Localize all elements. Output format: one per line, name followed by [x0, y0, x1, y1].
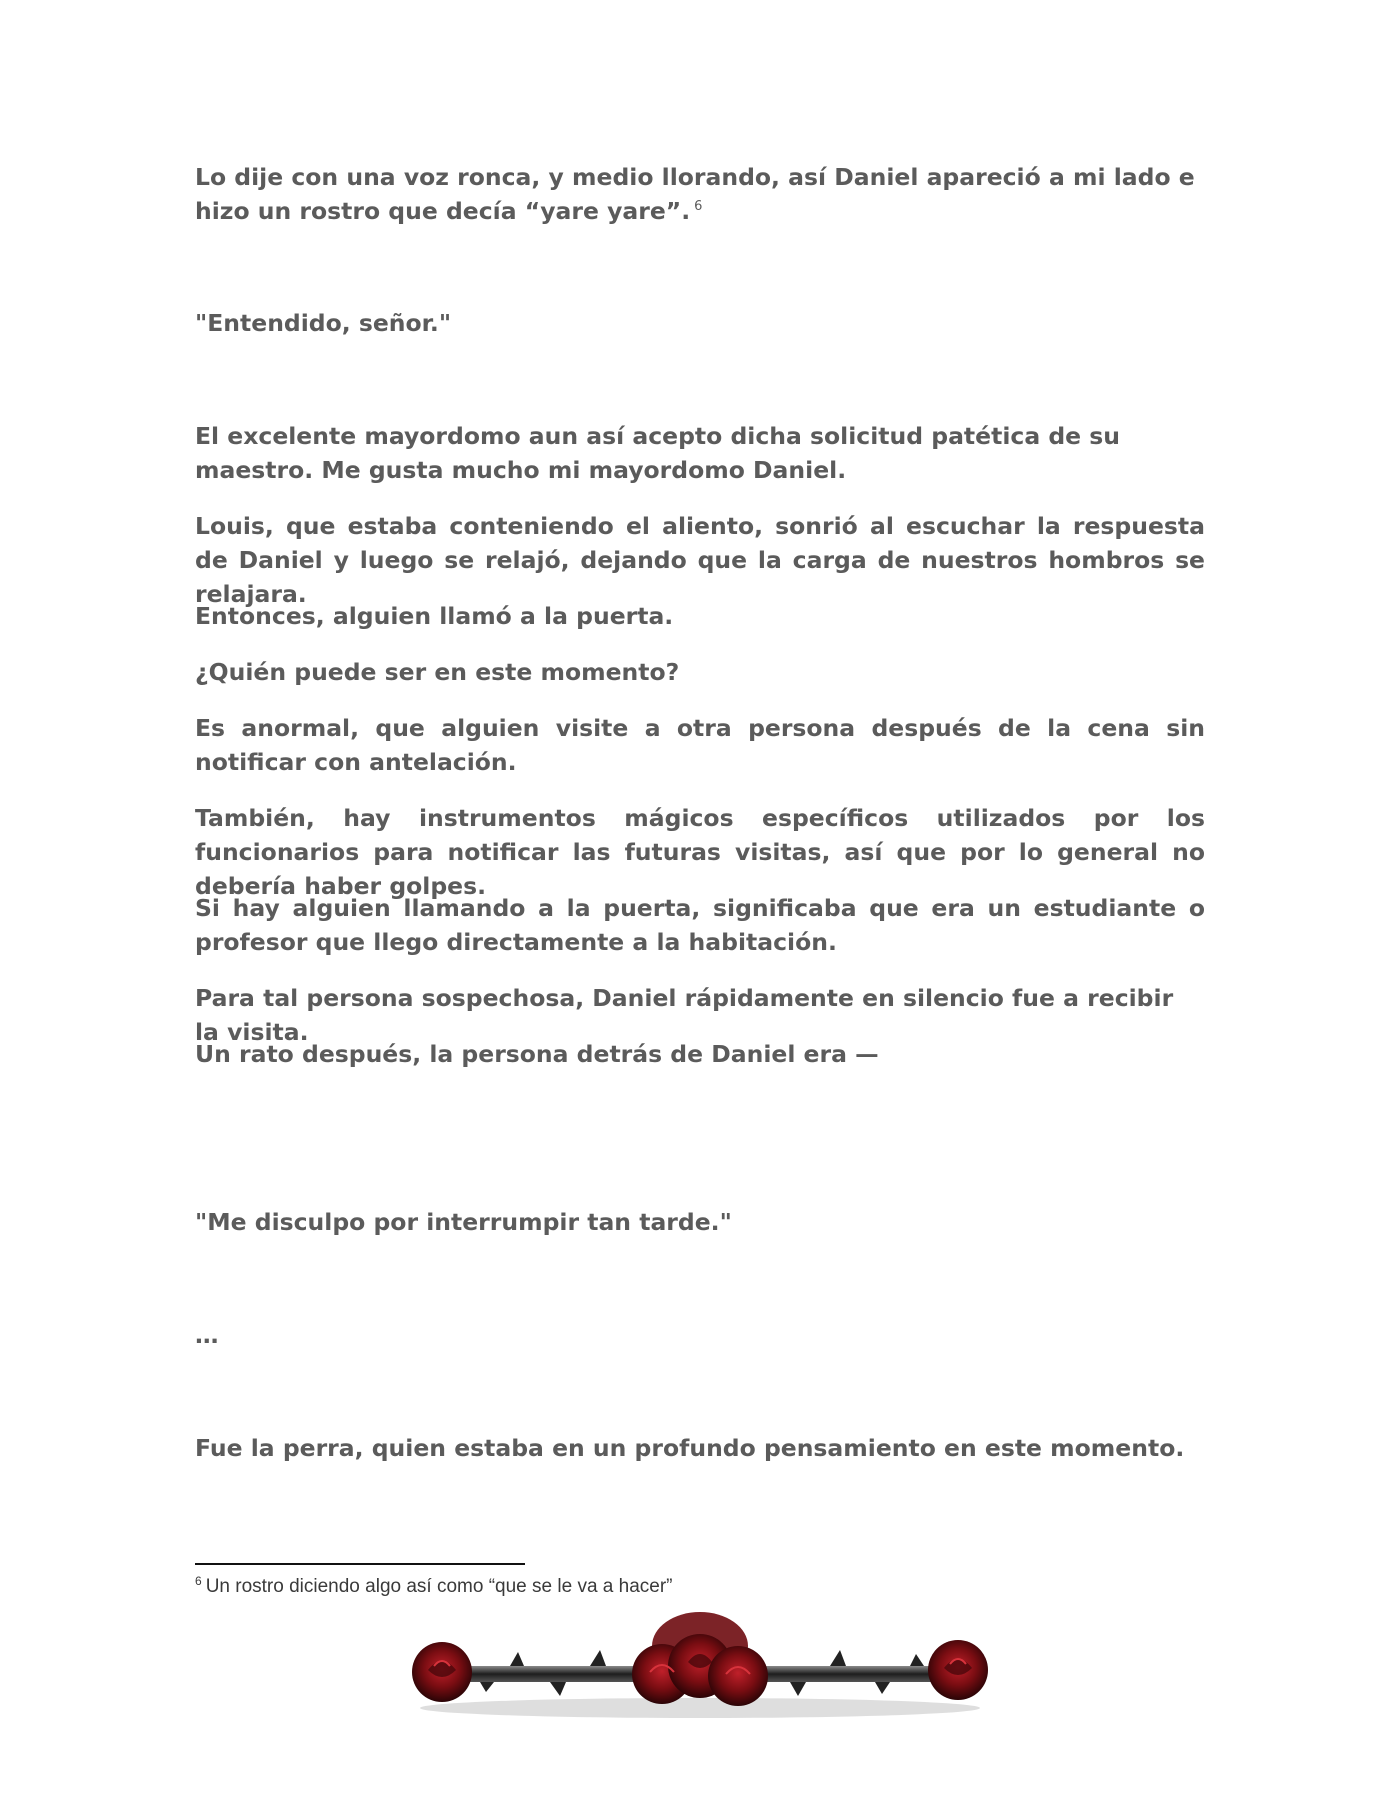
paragraph-3: El excelente mayordomo aun así acepto dicha solicitud patética de su maestro. Me gusta mucho mi mayordomo Daniel. — [195, 422, 1121, 484]
paragraph-10: Para tal persona sospechosa, Daniel rápidamente en silencio fue a recibir la visita. — [195, 984, 1174, 1046]
paragraph-7: Es anormal, que alguien visite a otra persona después de la cena sin notificar con antelación. — [195, 714, 1205, 776]
paragraph-2: "Entendido, señor." — [195, 309, 452, 337]
footnote-separator — [195, 1563, 525, 1565]
ornament-shadow — [420, 1698, 980, 1718]
paragraph-1-text: Lo dije con una voz ronca, y medio llorando, así Daniel apareció a mi lado e hizo un rostro que decía “yare yare”. — [195, 163, 1195, 225]
paragraph-13: … — [195, 1321, 219, 1349]
paragraph-4: Louis, que estaba conteniendo el aliento, sonrió al escuchar la respuesta de Daniel y luego se relajó, dejando que la carga de nuestros hombros se relajara. — [195, 512, 1205, 608]
footnote-number: 6 — [195, 1573, 202, 1588]
paragraph-6: ¿Quién puede ser en este momento? — [195, 658, 680, 686]
rose-vine-ornament — [400, 1608, 1000, 1728]
footnote-text: Un rostro diciendo algo así como “que se le va a hacer” — [205, 1576, 673, 1597]
paragraph-12: "Me disculpo por interrumpir tan tarde." — [195, 1208, 732, 1236]
paragraph-8: También, hay instrumentos mágicos específicos utilizados por los funcionarios para notificar las futuras visitas, así que por lo general no debería haber golpes. — [195, 804, 1205, 900]
paragraph-11: Un rato después, la persona detrás de Daniel era — — [195, 1040, 879, 1068]
rose-cluster-center — [632, 1612, 768, 1706]
footnote — [195, 1574, 673, 1600]
footnote-reference[interactable]: 6 — [694, 199, 703, 215]
paragraph-5: Entonces, alguien llamó a la puerta. — [195, 602, 674, 630]
paragraph-14: Fue la perra, quien estaba en un profundo pensamiento en este momento. — [195, 1434, 1185, 1462]
paragraph-1 — [195, 160, 1205, 228]
rose-right — [928, 1640, 988, 1700]
rose-left — [412, 1642, 472, 1702]
paragraph-9: Si hay alguien llamando a la puerta, significaba que era un estudiante o profesor que llego directamente a la habitación. — [195, 894, 1205, 956]
